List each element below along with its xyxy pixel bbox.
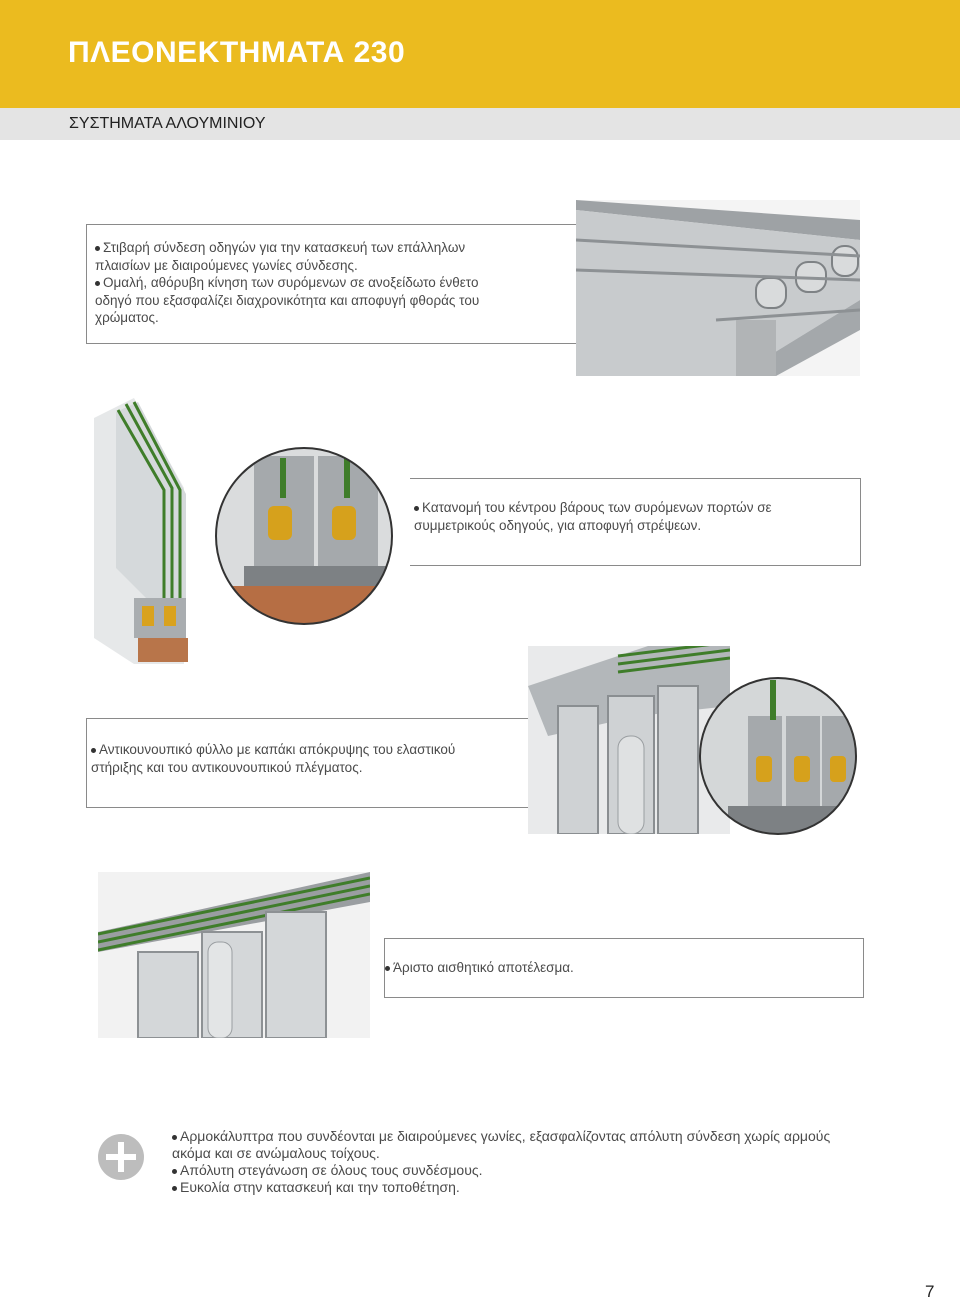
frame-corner-photo: [98, 872, 370, 1038]
rail-profile-photo: [576, 200, 860, 376]
page-number: 7: [925, 1282, 935, 1301]
page-subheader: [0, 108, 960, 140]
feature-1-line-5: χρώματος.: [95, 310, 159, 325]
advantage-line-4: Ευκολία στην κατασκευή και την τοποθέτηση.: [180, 1179, 460, 1195]
bullet: [172, 1135, 177, 1140]
advantage-line-1: Αρμοκάλυπτρα που συνδέονται με διαιρούμενες γωνίες, εξασφαλίζοντας απόλυτη σύνδεση χωρίς αρμούς: [180, 1128, 831, 1144]
bullet: [95, 246, 100, 251]
page-header: [0, 0, 960, 108]
feature-2-line-2: συμμετρικούς οδηγούς, για αποφυγή στρέψεων.: [414, 517, 702, 533]
triple-rollers-closeup-photo: [698, 676, 858, 836]
rollers-closeup-photo: [214, 446, 394, 626]
feature-box-1: [86, 224, 647, 344]
feature-1-line-1: Στιβαρή σύνδεση οδηγών για την κατασκευή των επάλληλων: [103, 240, 466, 255]
feature-1-line-3: Ομαλή, αθόρυβη κίνηση των συρόμενων σε ανοξείδωτο ένθετο: [103, 275, 479, 290]
advantage-line-2: ακόμα και σε ανώμαλους τοίχους.: [172, 1145, 380, 1161]
bullet: [91, 748, 96, 753]
feature-4-line-1: Άριστο αισθητικό αποτέλεσμα.: [393, 960, 574, 975]
page-subtitle: ΣΥΣΤΗΜΑΤΑ ΑΛΟΥΜΙΝΙΟΥ: [69, 115, 266, 132]
bullet: [385, 966, 390, 971]
window-corner-photo: [94, 398, 198, 664]
bullet: [414, 506, 419, 511]
feature-2-line-1: Κατανομή του κέντρου βάρους των συρόμενων πορτών σε: [422, 500, 772, 515]
advantage-line-3: Απόλυτη στεγάνωση σε όλους τους συνδέσμους.: [180, 1162, 483, 1178]
advantages-list: [172, 1128, 830, 1196]
feature-box-3: [86, 718, 537, 808]
plus-icon: [98, 1134, 144, 1180]
page-title: ΠΛΕΟΝΕΚΤΗΜΑΤΑ 230: [68, 36, 406, 69]
bullet: [172, 1169, 177, 1174]
feature-1-line-2: πλαισίων με διαιρούμενες γωνίες σύνδεσης.: [95, 257, 358, 273]
feature-box-4: [384, 938, 864, 998]
bullet: [95, 281, 100, 286]
feature-3-line-2: στήριξης και του αντικουνουπικού πλέγματος.: [91, 759, 363, 775]
feature-3-line-1: Αντικουνουπικό φύλλο με καπάκι απόκρυψης του ελαστικού: [99, 742, 456, 757]
feature-box-2: [410, 478, 861, 566]
feature-1-line-4: οδηγό που εξασφαλίζει διαχρονικότητα και αποφυγή φθοράς του: [95, 292, 480, 308]
bullet: [172, 1186, 177, 1191]
